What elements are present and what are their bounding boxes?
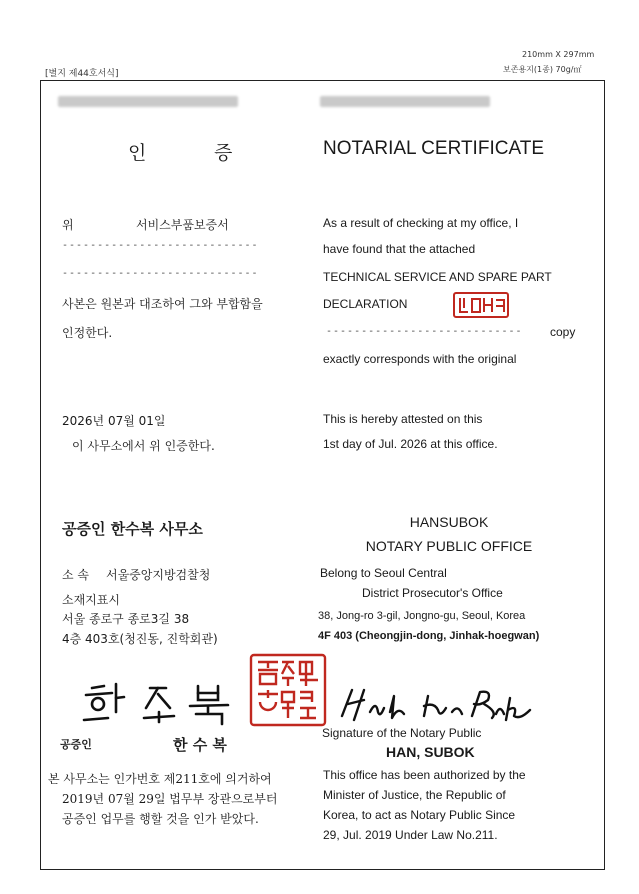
belong-en-line-2: District Prosecutor's Office xyxy=(362,586,503,600)
title-char-1: 인 xyxy=(128,142,149,164)
attest-line: 이 사무소에서 위 인증한다. xyxy=(72,439,215,453)
notary-name-en: HAN, SUBOK xyxy=(386,744,475,760)
auth-en-line-2: Minister of Justice, the Republic of xyxy=(323,788,506,802)
body-en-line-4: DECLARATION xyxy=(323,297,408,311)
belong-en-line-1: Belong to Seoul Central xyxy=(320,566,447,580)
certificate-date: 2026년 07월 01일 xyxy=(62,414,166,428)
office-name-kr: 공증인 한수복 사무소 xyxy=(62,520,203,538)
address-en-line-2: 4F 403 (Cheongjin-dong, Jinhak-hoegwan) xyxy=(318,630,540,642)
office-name-en-line-2: NOTARY PUBLIC OFFICE xyxy=(365,538,533,554)
dash-line-2: ---------------------------- xyxy=(62,268,259,279)
paper-type: 보존용지(1종) 70g/㎡ xyxy=(503,65,582,74)
address-kr-line-2: 4층 403호(청진동, 진학회관) xyxy=(62,632,218,646)
certify-line-2: 인정한다. xyxy=(62,326,113,340)
certificate-title-en: NOTARIAL CERTIFICATE xyxy=(323,138,544,159)
notary-label: 공증인 xyxy=(60,738,92,751)
certify-line-1: 사본은 원본과 대조하여 그와 부합함을 xyxy=(62,297,263,311)
attest-en-line-1: This is hereby attested on this xyxy=(323,412,483,426)
body-en-line-3: TECHNICAL SERVICE AND SPARE PART xyxy=(323,270,552,284)
address-kr-line-1: 서울 종로구 종로3길 38 xyxy=(62,612,190,626)
subject-prefix: 위 xyxy=(62,218,74,232)
auth-en-line-1: This office has been authorized by the xyxy=(323,768,526,782)
auth-en-line-3: Korea, to act as Notary Public Since xyxy=(323,808,516,822)
notary-name-kr: 한 수 복 xyxy=(173,736,227,754)
dash-line-1: ---------------------------- xyxy=(62,240,259,251)
document-subject: 서비스부품보증서 xyxy=(136,218,229,232)
attest-en-line-2: 1st day of Jul. 2026 at this office. xyxy=(323,437,498,451)
official-red-seal xyxy=(248,652,328,732)
body-en-line-1: As a result of checking at my office, I xyxy=(323,216,519,230)
redacted-block-right xyxy=(320,96,490,107)
title-char-2: 증 xyxy=(214,142,235,164)
auth-kr-line-2: 2019년 07월 29일 법무부 장관으로부터 xyxy=(62,792,278,806)
redacted-block-left xyxy=(58,96,238,107)
body-en-line-2: have found that the attached xyxy=(323,242,476,256)
auth-kr-line-3: 공증인 업무를 행할 것을 인가 받았다. xyxy=(62,812,259,826)
affiliation-label: 소 속 xyxy=(62,568,89,582)
auth-en-line-4: 29, Jul. 2019 Under Law No.211. xyxy=(323,828,498,842)
location-label: 소재지표시 xyxy=(62,593,120,607)
handwritten-signature-kr xyxy=(78,680,238,729)
certificate-frame xyxy=(40,80,605,870)
form-label: [별지 제44호서식] xyxy=(45,69,119,79)
signature-caption: Signature of the Notary Public xyxy=(322,726,482,740)
dash-line-en: ---------------------------- xyxy=(326,326,523,337)
address-en-line-1: 38, Jong-ro 3-gil, Jongno-gu, Seoul, Korea xyxy=(318,610,526,622)
auth-kr-line-1: 본 사무소는 인가번호 제211호에 의거하여 xyxy=(48,772,272,786)
office-name-en-line-1: HANSUBOK xyxy=(409,514,489,530)
body-en-line-5: exactly corresponds with the original xyxy=(323,352,517,366)
small-red-stamp xyxy=(452,290,510,324)
affiliation-value: 서울중앙지방검찰청 xyxy=(106,568,211,582)
copy-word: copy xyxy=(550,325,576,339)
paper-size: 210mm X 297mm xyxy=(522,50,595,59)
